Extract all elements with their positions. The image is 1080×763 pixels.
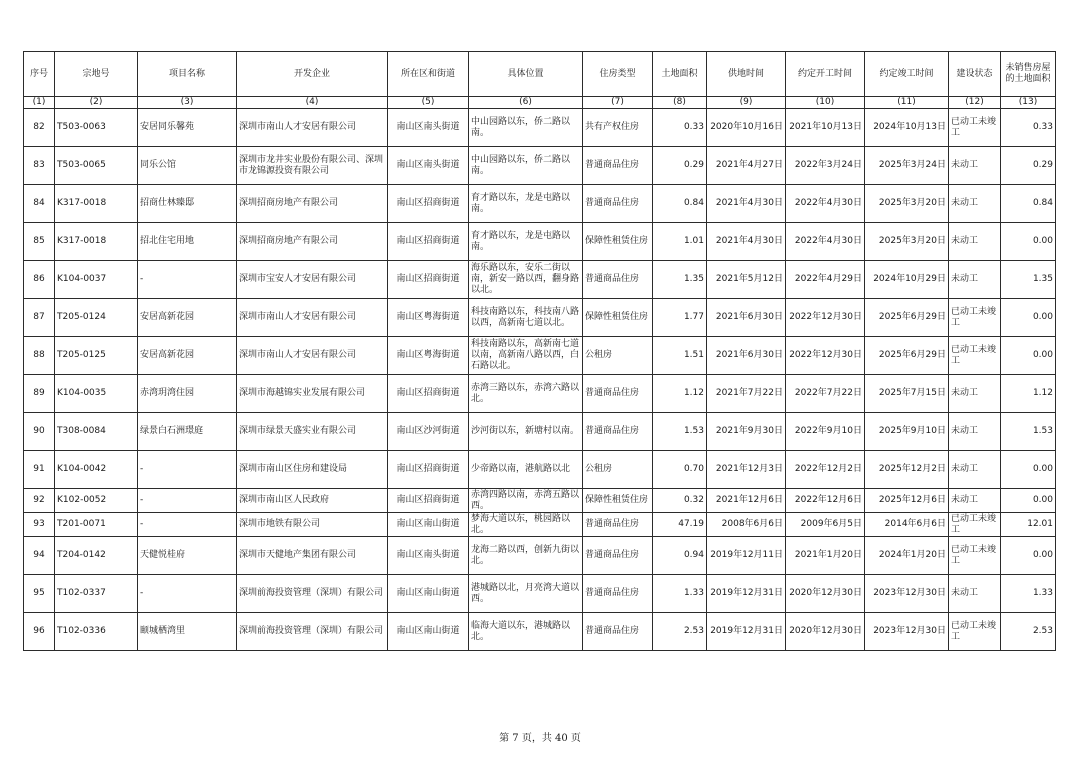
header-cell: 住房类型 — [583, 52, 653, 97]
location-cell: 赤湾四路以南，赤湾五路以西。 — [469, 489, 583, 513]
housing-type-cell: 普通商品住房 — [583, 513, 653, 537]
developer-cell: 深圳市地铁有限公司 — [237, 513, 388, 537]
unsold-land-area-cell: 0.00 — [1001, 337, 1056, 375]
district-street-cell: 南山区招商街道 — [388, 223, 469, 261]
parcel-id-cell: K317-0018 — [55, 223, 138, 261]
completion-date-cell: 2024年10月29日 — [865, 261, 949, 299]
start-date-cell: 2022年9月10日 — [786, 413, 865, 451]
unsold-land-area-cell: 0.29 — [1001, 147, 1056, 185]
unsold-land-area-cell: 1.53 — [1001, 413, 1056, 451]
housing-type-cell: 保障性租赁住房 — [583, 299, 653, 337]
project-name-cell: 招商仕林臻邸 — [138, 185, 237, 223]
district-street-cell: 南山区南头街道 — [388, 537, 469, 575]
project-name-cell: 颐城栖湾里 — [138, 613, 237, 651]
supply-date-cell: 2021年6月30日 — [707, 299, 786, 337]
land-area-cell: 1.35 — [653, 261, 707, 299]
supply-date-cell: 2019年12月11日 — [707, 537, 786, 575]
column-number: (2) — [55, 97, 138, 109]
housing-type-cell: 普通商品住房 — [583, 613, 653, 651]
completion-date-cell: 2025年7月15日 — [865, 375, 949, 413]
location-cell: 港城路以北，月亮湾大道以西。 — [469, 575, 583, 613]
housing-type-cell: 公租房 — [583, 337, 653, 375]
district-street-cell: 南山区南山街道 — [388, 575, 469, 613]
completion-date-cell: 2025年12月2日 — [865, 451, 949, 489]
build-status-cell: 未动工 — [949, 413, 1001, 451]
location-cell: 临海大道以东，港城路以北。 — [469, 613, 583, 651]
project-name-cell: 安居同乐馨苑 — [138, 109, 237, 147]
supply-date-cell: 2021年9月30日 — [707, 413, 786, 451]
start-date-cell: 2022年4月30日 — [786, 223, 865, 261]
completion-date-cell: 2023年12月30日 — [865, 575, 949, 613]
completion-date-cell: 2025年6月29日 — [865, 337, 949, 375]
table-row — [24, 451, 1056, 489]
build-status-cell: 已动工未竣工 — [949, 299, 1001, 337]
developer-cell: 深圳市南山人才安居有限公司 — [237, 299, 388, 337]
project-name-cell: 安居高新花园 — [138, 299, 237, 337]
location-cell: 沙河街以东，新塘村以南。 — [469, 413, 583, 451]
row-number-cell: 83 — [24, 147, 55, 185]
project-name-cell: 安居高新花园 — [138, 337, 237, 375]
table-row — [24, 489, 1056, 513]
start-date-cell: 2022年4月29日 — [786, 261, 865, 299]
land-area-cell: 0.94 — [653, 537, 707, 575]
column-number: (10) — [786, 97, 865, 109]
row-number-cell: 88 — [24, 337, 55, 375]
row-number-cell: 92 — [24, 489, 55, 513]
housing-type-cell: 普通商品住房 — [583, 261, 653, 299]
parcel-id-cell: K102-0052 — [55, 489, 138, 513]
district-street-cell: 南山区沙河街道 — [388, 413, 469, 451]
table-row — [24, 185, 1056, 223]
land-area-cell: 0.29 — [653, 147, 707, 185]
parcel-id-cell: T503-0063 — [55, 109, 138, 147]
header-cell: 未销售房屋的土地面积 — [1001, 52, 1056, 97]
completion-date-cell: 2014年6月6日 — [865, 513, 949, 537]
completion-date-cell: 2025年12月6日 — [865, 489, 949, 513]
housing-type-cell: 普通商品住房 — [583, 375, 653, 413]
table-row — [24, 261, 1056, 299]
location-cell: 中山园路以东，侨二路以南。 — [469, 109, 583, 147]
housing-type-cell: 普通商品住房 — [583, 147, 653, 185]
land-area-cell: 0.70 — [653, 451, 707, 489]
build-status-cell: 已动工未竣工 — [949, 109, 1001, 147]
table-row — [24, 109, 1056, 147]
supply-date-cell: 2021年4月27日 — [707, 147, 786, 185]
project-name-cell: - — [138, 513, 237, 537]
build-status-cell: 已动工未竣工 — [949, 537, 1001, 575]
parcel-id-cell: K104-0042 — [55, 451, 138, 489]
developer-cell: 深圳市南山区住房和建设局 — [237, 451, 388, 489]
table-row — [24, 613, 1056, 651]
housing-type-cell: 普通商品住房 — [583, 413, 653, 451]
parcel-id-cell: T102-0337 — [55, 575, 138, 613]
developer-cell: 深圳市南山人才安居有限公司 — [237, 109, 388, 147]
land-area-cell: 1.51 — [653, 337, 707, 375]
start-date-cell: 2021年10月13日 — [786, 109, 865, 147]
column-number: (7) — [583, 97, 653, 109]
developer-cell: 深圳市天健地产集团有限公司 — [237, 537, 388, 575]
location-cell: 海乐路以东，安乐二街以南，新安一路以西，翻身路以北。 — [469, 261, 583, 299]
supply-date-cell: 2020年10月16日 — [707, 109, 786, 147]
supply-date-cell: 2008年6月6日 — [707, 513, 786, 537]
land-area-cell: 1.01 — [653, 223, 707, 261]
unsold-land-area-cell: 0.00 — [1001, 223, 1056, 261]
unsold-land-area-cell: 1.33 — [1001, 575, 1056, 613]
start-date-cell: 2021年1月20日 — [786, 537, 865, 575]
header-cell: 开发企业 — [237, 52, 388, 97]
developer-cell: 深圳市龙井实业股份有限公司、深圳市龙锦源投资有限公司 — [237, 147, 388, 185]
table-row — [24, 147, 1056, 185]
district-street-cell: 南山区粤海街道 — [388, 337, 469, 375]
row-number-cell: 84 — [24, 185, 55, 223]
parcel-id-cell: K317-0018 — [55, 185, 138, 223]
land-area-cell: 2.53 — [653, 613, 707, 651]
build-status-cell: 未动工 — [949, 261, 1001, 299]
housing-type-cell: 公租房 — [583, 451, 653, 489]
build-status-cell: 已动工未竣工 — [949, 513, 1001, 537]
developer-cell: 深圳市宝安人才安居有限公司 — [237, 261, 388, 299]
unsold-land-area-cell: 1.35 — [1001, 261, 1056, 299]
project-name-cell: - — [138, 451, 237, 489]
start-date-cell: 2022年7月22日 — [786, 375, 865, 413]
supply-date-cell: 2021年4月30日 — [707, 223, 786, 261]
row-number-cell: 89 — [24, 375, 55, 413]
column-number: (4) — [237, 97, 388, 109]
project-name-cell: 天健悦桂府 — [138, 537, 237, 575]
table-row — [24, 299, 1056, 337]
housing-type-cell: 保障性租赁住房 — [583, 223, 653, 261]
header-cell: 建设状态 — [949, 52, 1001, 97]
row-number-cell: 87 — [24, 299, 55, 337]
header-cell: 约定竣工时间 — [865, 52, 949, 97]
project-name-cell: 赤湾玥湾住园 — [138, 375, 237, 413]
land-area-cell: 1.77 — [653, 299, 707, 337]
row-number-cell: 96 — [24, 613, 55, 651]
housing-type-cell: 普通商品住房 — [583, 575, 653, 613]
district-street-cell: 南山区招商街道 — [388, 185, 469, 223]
parcel-id-cell: T102-0336 — [55, 613, 138, 651]
start-date-cell: 2022年12月30日 — [786, 337, 865, 375]
land-area-cell: 0.33 — [653, 109, 707, 147]
land-area-cell: 1.53 — [653, 413, 707, 451]
build-status-cell: 未动工 — [949, 489, 1001, 513]
header-cell: 序号 — [24, 52, 55, 97]
column-number: (1) — [24, 97, 55, 109]
column-number: (12) — [949, 97, 1001, 109]
district-street-cell: 南山区南山街道 — [388, 613, 469, 651]
page-footer: 第 7 页，共 40 页 — [499, 733, 581, 744]
unsold-land-area-cell: 0.33 — [1001, 109, 1056, 147]
table-row — [24, 575, 1056, 613]
build-status-cell: 已动工未竣工 — [949, 337, 1001, 375]
housing-type-cell: 保障性租赁住房 — [583, 489, 653, 513]
parcel-id-cell: T201-0071 — [55, 513, 138, 537]
completion-date-cell: 2025年3月20日 — [865, 223, 949, 261]
unsold-land-area-cell: 0.00 — [1001, 489, 1056, 513]
unsold-land-area-cell: 0.00 — [1001, 451, 1056, 489]
district-street-cell: 南山区南山街道 — [388, 513, 469, 537]
district-street-cell: 南山区粤海街道 — [388, 299, 469, 337]
district-street-cell: 南山区招商街道 — [388, 451, 469, 489]
land-area-cell: 1.12 — [653, 375, 707, 413]
row-number-cell: 90 — [24, 413, 55, 451]
completion-date-cell: 2025年3月24日 — [865, 147, 949, 185]
header-cell: 约定开工时间 — [786, 52, 865, 97]
developer-cell: 深圳市绿景天盛实业有限公司 — [237, 413, 388, 451]
district-street-cell: 南山区南头街道 — [388, 109, 469, 147]
land-area-cell: 47.19 — [653, 513, 707, 537]
build-status-cell: 未动工 — [949, 375, 1001, 413]
header-cell: 所在区和街道 — [388, 52, 469, 97]
unsold-land-area-cell: 2.53 — [1001, 613, 1056, 651]
developer-cell: 深圳市南山人才安居有限公司 — [237, 337, 388, 375]
location-cell: 育才路以东，龙是屯路以南。 — [469, 185, 583, 223]
supply-date-cell: 2021年7月22日 — [707, 375, 786, 413]
column-number: (9) — [707, 97, 786, 109]
row-number-cell: 95 — [24, 575, 55, 613]
location-cell: 赤湾三路以东，赤湾六路以北。 — [469, 375, 583, 413]
table-row — [24, 413, 1056, 451]
developer-cell: 深圳前海投资管理（深圳）有限公司 — [237, 613, 388, 651]
developer-cell: 深圳招商房地产有限公司 — [237, 185, 388, 223]
completion-date-cell: 2025年6月29日 — [865, 299, 949, 337]
unsold-land-area-cell: 0.00 — [1001, 299, 1056, 337]
column-number: (11) — [865, 97, 949, 109]
header-cell: 宗地号 — [55, 52, 138, 97]
completion-date-cell: 2024年10月13日 — [865, 109, 949, 147]
district-street-cell: 南山区招商街道 — [388, 375, 469, 413]
project-name-cell: 同乐公馆 — [138, 147, 237, 185]
column-number: (3) — [138, 97, 237, 109]
project-name-cell: - — [138, 489, 237, 513]
supply-date-cell: 2021年12月3日 — [707, 451, 786, 489]
start-date-cell: 2009年6月5日 — [786, 513, 865, 537]
header-cell: 土地面积 — [653, 52, 707, 97]
unsold-land-area-cell: 0.84 — [1001, 185, 1056, 223]
supply-date-cell: 2021年5月12日 — [707, 261, 786, 299]
land-supply-table — [23, 51, 1056, 651]
parcel-id-cell: T205-0124 — [55, 299, 138, 337]
header-row — [24, 52, 1056, 97]
start-date-cell: 2022年12月30日 — [786, 299, 865, 337]
supply-date-cell: 2019年12月31日 — [707, 613, 786, 651]
district-street-cell: 南山区招商街道 — [388, 489, 469, 513]
column-number: (13) — [1001, 97, 1056, 109]
project-name-cell: - — [138, 575, 237, 613]
project-name-cell: 绿景白石洲璟庭 — [138, 413, 237, 451]
unsold-land-area-cell: 12.01 — [1001, 513, 1056, 537]
build-status-cell: 未动工 — [949, 185, 1001, 223]
build-status-cell: 未动工 — [949, 223, 1001, 261]
table-row — [24, 537, 1056, 575]
row-number-cell: 86 — [24, 261, 55, 299]
build-status-cell: 已动工未竣工 — [949, 613, 1001, 651]
developer-cell: 深圳市海越锦实业发展有限公司 — [237, 375, 388, 413]
parcel-id-cell: T205-0125 — [55, 337, 138, 375]
district-street-cell: 南山区招商街道 — [388, 261, 469, 299]
developer-cell: 深圳市南山区人民政府 — [237, 489, 388, 513]
start-date-cell: 2020年12月30日 — [786, 575, 865, 613]
land-area-cell: 0.84 — [653, 185, 707, 223]
row-number-cell: 91 — [24, 451, 55, 489]
start-date-cell: 2022年4月30日 — [786, 185, 865, 223]
start-date-cell: 2022年12月6日 — [786, 489, 865, 513]
parcel-id-cell: K104-0037 — [55, 261, 138, 299]
supply-date-cell: 2021年12月6日 — [707, 489, 786, 513]
column-number: (6) — [469, 97, 583, 109]
location-cell: 科技南路以东，高新南七道以南，高新南八路以西，白石路以北。 — [469, 337, 583, 375]
land-area-cell: 0.32 — [653, 489, 707, 513]
row-number-cell: 93 — [24, 513, 55, 537]
completion-date-cell: 2025年3月20日 — [865, 185, 949, 223]
completion-date-cell: 2024年1月20日 — [865, 537, 949, 575]
header-cell: 具体位置 — [469, 52, 583, 97]
table-row — [24, 223, 1056, 261]
build-status-cell: 未动工 — [949, 147, 1001, 185]
table-row — [24, 513, 1056, 537]
parcel-id-cell: K104-0035 — [55, 375, 138, 413]
header-cell: 项目名称 — [138, 52, 237, 97]
column-number-row — [24, 97, 1056, 109]
parcel-id-cell: T204-0142 — [55, 537, 138, 575]
row-number-cell: 82 — [24, 109, 55, 147]
column-number: (8) — [653, 97, 707, 109]
location-cell: 少帝路以南，港航路以北 — [469, 451, 583, 489]
district-street-cell: 南山区南头街道 — [388, 147, 469, 185]
supply-date-cell: 2019年12月31日 — [707, 575, 786, 613]
unsold-land-area-cell: 0.00 — [1001, 537, 1056, 575]
table-row — [24, 375, 1056, 413]
location-cell: 龙海二路以西，创新九街以北。 — [469, 537, 583, 575]
parcel-id-cell: T308-0084 — [55, 413, 138, 451]
land-area-cell: 1.33 — [653, 575, 707, 613]
column-number: (5) — [388, 97, 469, 109]
header-cell: 供地时间 — [707, 52, 786, 97]
parcel-id-cell: T503-0065 — [55, 147, 138, 185]
start-date-cell: 2020年12月30日 — [786, 613, 865, 651]
supply-date-cell: 2021年6月30日 — [707, 337, 786, 375]
build-status-cell: 未动工 — [949, 451, 1001, 489]
project-name-cell: 招北住宅用地 — [138, 223, 237, 261]
start-date-cell: 2022年3月24日 — [786, 147, 865, 185]
location-cell: 中山园路以东，侨二路以南。 — [469, 147, 583, 185]
table-row — [24, 337, 1056, 375]
start-date-cell: 2022年12月2日 — [786, 451, 865, 489]
housing-type-cell: 共有产权住房 — [583, 109, 653, 147]
project-name-cell: - — [138, 261, 237, 299]
completion-date-cell: 2025年9月10日 — [865, 413, 949, 451]
developer-cell: 深圳招商房地产有限公司 — [237, 223, 388, 261]
row-number-cell: 94 — [24, 537, 55, 575]
housing-type-cell: 普通商品住房 — [583, 537, 653, 575]
location-cell: 梦海大道以东，桃园路以北。 — [469, 513, 583, 537]
location-cell: 育才路以东，龙是屯路以南。 — [469, 223, 583, 261]
supply-date-cell: 2021年4月30日 — [707, 185, 786, 223]
location-cell: 科技南路以东，科技南八路以西，高新南七道以北。 — [469, 299, 583, 337]
housing-type-cell: 普通商品住房 — [583, 185, 653, 223]
developer-cell: 深圳前海投资管理（深圳）有限公司 — [237, 575, 388, 613]
unsold-land-area-cell: 1.12 — [1001, 375, 1056, 413]
row-number-cell: 85 — [24, 223, 55, 261]
completion-date-cell: 2023年12月30日 — [865, 613, 949, 651]
build-status-cell: 未动工 — [949, 575, 1001, 613]
